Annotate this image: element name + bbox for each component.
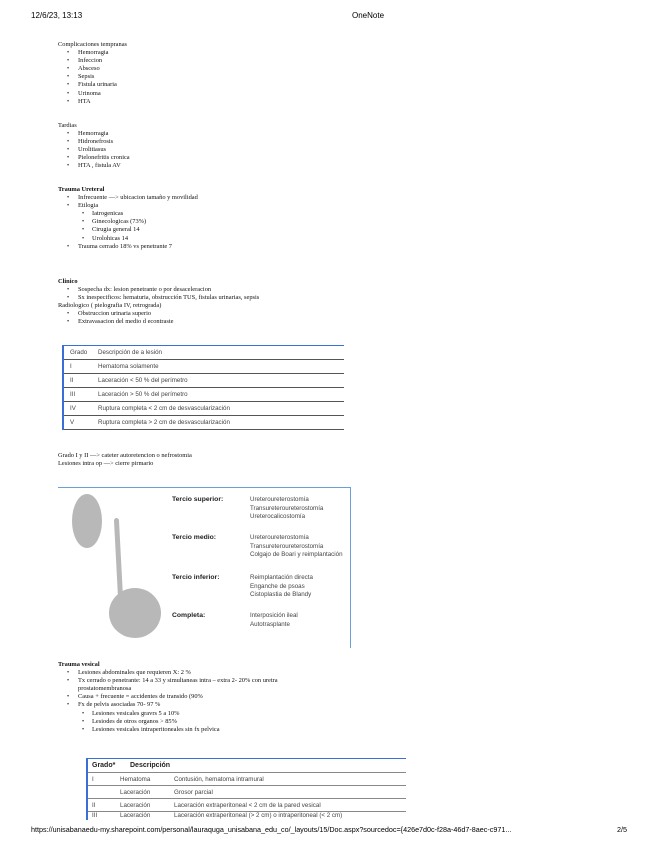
table-row bbox=[88, 799, 406, 812]
type-cell: Laceración bbox=[120, 812, 151, 819]
list-item: • Fistula urinaria bbox=[58, 81, 127, 89]
section-trauma-ureteral bbox=[58, 186, 198, 251]
table-header-row bbox=[88, 759, 406, 773]
description-cell: Laceración extraperitoneal < 2 cm de la pared vesical bbox=[174, 801, 321, 809]
table-row bbox=[64, 402, 344, 416]
type-cell: Laceración bbox=[120, 801, 151, 809]
section-manejo bbox=[58, 452, 192, 468]
grade-cell: I bbox=[70, 363, 72, 370]
list-item: • Infrecuente —> ubicacion tamaño y movilidad bbox=[58, 194, 198, 202]
list-item: • Fx de pelvis asociadas 70- 97 % bbox=[58, 701, 278, 709]
ureter-line bbox=[114, 518, 123, 600]
list-item-continuation: prostatomembranosa bbox=[78, 685, 132, 693]
list-item: • Extravasacion del medio d econtraste bbox=[58, 318, 259, 326]
completa-procedures bbox=[250, 612, 298, 629]
list-item: • Urolitiasus bbox=[58, 146, 130, 154]
list-item: • Pielonefritis cronica bbox=[58, 154, 130, 162]
tercio-medio-label: Tercio medio: bbox=[172, 534, 217, 541]
list-item: • Trauma cerrado 18% vs penetrante 7 bbox=[58, 243, 198, 251]
sub-list-item: • Lesiones vesicales gravrs 5 a 10% bbox=[58, 710, 278, 718]
grade-cell: I bbox=[92, 775, 94, 783]
kidney-shape bbox=[72, 494, 102, 548]
description-cell: Contusión, hematoma intramural bbox=[174, 775, 264, 783]
list-item: • Hemorragia bbox=[58, 49, 127, 57]
section-title: Tardias bbox=[58, 122, 77, 129]
procedure: Cistoplastia de Blandy bbox=[250, 591, 312, 598]
procedure: Transureteroureterostomía bbox=[250, 542, 324, 550]
print-datetime: 12/6/23, 13:13 bbox=[31, 11, 83, 20]
table-row bbox=[64, 388, 344, 402]
description-cell: Laceración > 50 % del perímetro bbox=[98, 391, 188, 398]
page-number: 2/5 bbox=[617, 825, 627, 834]
grade-cell: II bbox=[92, 801, 96, 809]
list-item: • Sx inespecificos: hematuria, obstrucción TUS, fistulas urinarias, sepsis bbox=[58, 294, 259, 302]
procedure: Interposición ileal bbox=[250, 612, 298, 619]
list-item: • Causa + frecuente = accidentes de transido (90% bbox=[58, 693, 278, 701]
ureteral-grade-table bbox=[62, 345, 344, 430]
table-row bbox=[64, 360, 344, 374]
procedure: Ureterocalicostomía bbox=[250, 513, 306, 520]
tercio-inferior-procedures bbox=[250, 574, 313, 600]
section-title: Trauma Ureteral bbox=[58, 186, 105, 193]
table-header-row bbox=[64, 346, 344, 360]
sub-list-item: • Cirugia general 14 bbox=[58, 226, 198, 234]
list-item: • Hidronefrosis bbox=[58, 138, 130, 146]
list-item: • Hemorragia bbox=[58, 130, 130, 138]
header-cell: Grado* bbox=[92, 762, 116, 769]
grade-cell: III bbox=[70, 391, 76, 398]
list-item: • HTA , fistula AV bbox=[58, 162, 130, 170]
vesical-grade-table bbox=[86, 758, 406, 820]
sub-list-item: • Ginecologicas (73%) bbox=[58, 218, 198, 226]
procedure: Transureteroureterostomía bbox=[250, 504, 324, 512]
text-line: Lesiones intra op —> cierre pirmario bbox=[58, 460, 154, 468]
procedure: Autotrasplante bbox=[250, 620, 290, 628]
grade-cell: V bbox=[70, 419, 75, 426]
procedure: Reimplantación directa bbox=[250, 574, 313, 581]
grade-cell: II bbox=[70, 377, 74, 384]
procedure: Enganche de psoas bbox=[250, 582, 305, 590]
header-cell: Descripción de a lesión bbox=[98, 349, 162, 356]
list-item: • Obstruccion urinaria superio bbox=[58, 310, 259, 318]
section-trauma-vesical bbox=[58, 661, 278, 734]
grade-cell: III bbox=[92, 812, 98, 819]
header-cell: Grado bbox=[70, 349, 88, 356]
list-item: • Sepsis bbox=[58, 73, 127, 81]
description-cell: Laceración < 50 % del perímetro bbox=[98, 377, 188, 384]
section-title: Complicaciones tempranas bbox=[58, 41, 128, 48]
type-cell: Hematoma bbox=[120, 775, 151, 783]
description-cell: Ruptura completa < 2 cm de desvascularización bbox=[98, 405, 230, 412]
procedure: Ureteroureterostomía bbox=[250, 534, 309, 541]
type-cell: Laceración bbox=[120, 788, 151, 796]
table-row bbox=[88, 786, 406, 799]
description-cell: Laceración extraperitoneal (> 2 cm) o intraperitoneal (< 2 cm) bbox=[174, 812, 343, 819]
list-item: • Urinoma bbox=[58, 90, 127, 98]
table-row bbox=[64, 416, 344, 430]
table-row bbox=[64, 374, 344, 388]
description-cell: Grosor parcial bbox=[174, 788, 213, 796]
sub-list-item: • Urolohicas 14 bbox=[58, 235, 198, 243]
tercio-superior-label: Tercio superior: bbox=[172, 496, 224, 503]
section-clinico bbox=[58, 278, 259, 327]
section-title: Clinico bbox=[58, 278, 78, 285]
sub-list-item: • Lesiones vesicales intraperitoneales sin fx pelvica bbox=[58, 726, 278, 734]
list-item: • Lesiones abdominales que requieren X: 2 % bbox=[58, 669, 278, 677]
text-line: Grado I y II —> cateter autoretencion o nefrostomia bbox=[58, 452, 192, 459]
grade-cell: IV bbox=[70, 405, 76, 412]
header-cell: Descripción bbox=[130, 762, 171, 769]
tercio-superior-procedures bbox=[250, 496, 323, 522]
tercio-inferior-label: Tercio inferior: bbox=[172, 574, 220, 581]
list-item: • HTA bbox=[58, 98, 127, 106]
list-item: • Absceso bbox=[58, 65, 127, 73]
sub-list-item: • Iatrogenicas bbox=[58, 210, 198, 218]
section-tardias bbox=[58, 122, 130, 171]
radiologico-title: Radiologico ( pielografia IV, retrograda) bbox=[58, 302, 162, 310]
description-cell: Hematoma solamente bbox=[98, 363, 159, 370]
tercio-medio-procedures bbox=[250, 534, 343, 560]
section-title: Trauma vesical bbox=[58, 661, 100, 668]
list-item: • Infeccion bbox=[58, 57, 127, 65]
table-row bbox=[88, 773, 406, 786]
description-cell: Ruptura completa > 2 cm de desvascularización bbox=[98, 419, 230, 426]
procedure: Ureteroureterostomía bbox=[250, 496, 309, 503]
list-item: • Tx cerrado o penetrante: 14 a 33 y simultaneas intra – extra 2- 20% con uretra bbox=[58, 677, 278, 685]
table-row-cut bbox=[88, 812, 406, 820]
page-url: https://unisabanaedu-my.sharepoint.com/personal/lauraquga_unisabana_edu_co/_layouts/15/Doc.aspx?sourcedoc={426e7d0c-f28a-46d7-8aec-c971... bbox=[31, 825, 512, 834]
procedure: Colgajo de Boari y reimplantación bbox=[250, 551, 343, 558]
list-item: • Etilogia bbox=[58, 202, 198, 210]
section-tempranas bbox=[58, 41, 127, 106]
bladder-shape bbox=[109, 588, 161, 638]
list-item: • Sospecha dx: lesion penetrante o por desaceleracion bbox=[58, 286, 259, 294]
sub-list-item: • Lesiodes de otros organos > 85% bbox=[58, 718, 278, 726]
completa-label: Completa: bbox=[172, 612, 206, 619]
app-name: OneNote bbox=[352, 11, 385, 20]
ureter-repair-diagram bbox=[58, 487, 351, 648]
